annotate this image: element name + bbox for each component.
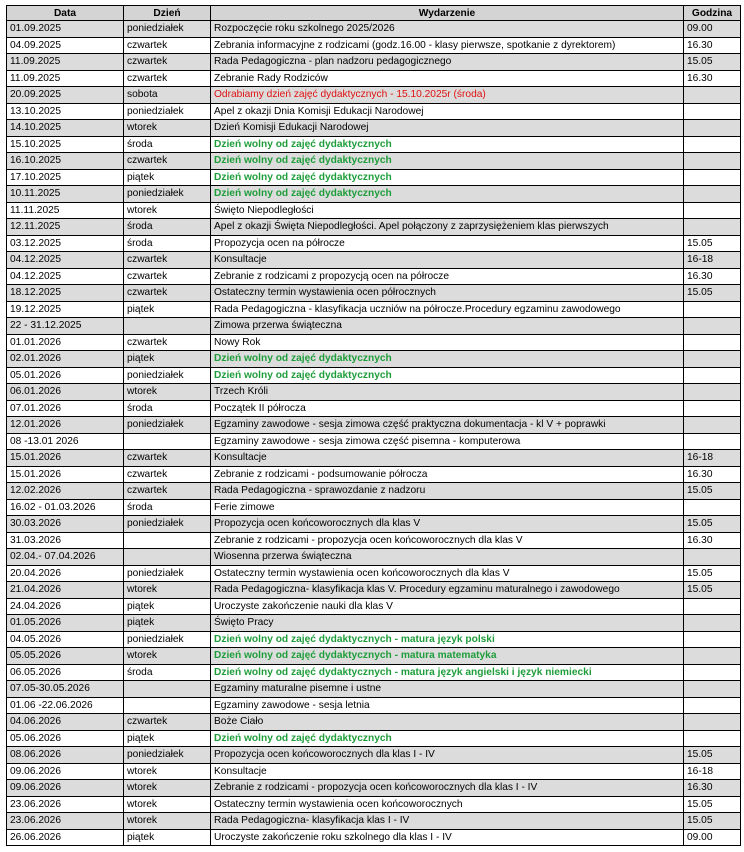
cell-date: 23.06.2026 xyxy=(7,796,124,813)
cell-event: Dzień wolny od zajęć dydaktycznych xyxy=(211,367,684,384)
cell-date: 15.10.2025 xyxy=(7,136,124,153)
cell-date: 05.06.2026 xyxy=(7,730,124,747)
cell-time xyxy=(684,103,741,120)
cell-day: środa xyxy=(124,664,211,681)
cell-date: 12.11.2025 xyxy=(7,219,124,236)
cell-day: czwartek xyxy=(124,714,211,731)
cell-time: 15.05 xyxy=(684,285,741,302)
cell-time xyxy=(684,153,741,170)
cell-date: 01.01.2026 xyxy=(7,334,124,351)
cell-event: Dzień wolny od zajęć dydaktycznych xyxy=(211,136,684,153)
cell-date: 10.11.2025 xyxy=(7,186,124,203)
table-row xyxy=(7,417,741,434)
table-row xyxy=(7,169,741,186)
cell-date: 21.04.2026 xyxy=(7,582,124,599)
table-row xyxy=(7,813,741,830)
cell-date: 16.10.2025 xyxy=(7,153,124,170)
cell-time xyxy=(684,186,741,203)
table-row xyxy=(7,400,741,417)
cell-day: piątek xyxy=(124,301,211,318)
table-row xyxy=(7,532,741,549)
cell-date: 11.09.2025 xyxy=(7,54,124,71)
cell-day: piątek xyxy=(124,351,211,368)
school-calendar-table xyxy=(6,5,741,846)
cell-event: Ostateczny termin wystawienia ocen końcoworocznych xyxy=(211,796,684,813)
calendar-sheet xyxy=(6,5,741,846)
table-row xyxy=(7,351,741,368)
cell-date: 04.12.2025 xyxy=(7,252,124,269)
cell-day: piątek xyxy=(124,169,211,186)
cell-day: poniedziałek xyxy=(124,367,211,384)
cell-time: 15.05 xyxy=(684,796,741,813)
cell-date: 19.12.2025 xyxy=(7,301,124,318)
cell-day: piątek xyxy=(124,730,211,747)
cell-event: Dzień wolny od zajęć dydaktycznych xyxy=(211,169,684,186)
cell-day: wtorek xyxy=(124,384,211,401)
table-row xyxy=(7,136,741,153)
cell-date: 04.09.2025 xyxy=(7,37,124,54)
cell-time: 15.05 xyxy=(684,813,741,830)
cell-day: środa xyxy=(124,499,211,516)
cell-time: 15.05 xyxy=(684,235,741,252)
cell-time: 09.00 xyxy=(684,829,741,846)
cell-time: 16-18 xyxy=(684,763,741,780)
table-row xyxy=(7,664,741,681)
table-row xyxy=(7,730,741,747)
cell-day: sobota xyxy=(124,87,211,104)
cell-event: Zebranie Rady Rodziców xyxy=(211,70,684,87)
table-row xyxy=(7,796,741,813)
cell-day: czwartek xyxy=(124,268,211,285)
cell-day: czwartek xyxy=(124,285,211,302)
cell-time xyxy=(684,318,741,335)
cell-event: Rozpoczęcie roku szkolnego 2025/2026 xyxy=(211,21,684,38)
column-header-time: Godzina xyxy=(684,6,741,21)
cell-date: 04.12.2025 xyxy=(7,268,124,285)
cell-day: czwartek xyxy=(124,153,211,170)
cell-event: Apel z okazji Dnia Komisji Edukacji Narodowej xyxy=(211,103,684,120)
table-row xyxy=(7,450,741,467)
table-row xyxy=(7,681,741,698)
cell-date: 12.02.2026 xyxy=(7,483,124,500)
cell-date: 15.01.2026 xyxy=(7,466,124,483)
cell-event: Rada Pedagogiczna- klasyfikacja klas V. Procedury egzaminu maturalnego i zawodowego xyxy=(211,582,684,599)
cell-day: wtorek xyxy=(124,763,211,780)
cell-day: piątek xyxy=(124,598,211,615)
table-row xyxy=(7,235,741,252)
cell-time xyxy=(684,417,741,434)
column-header-day: Dzień xyxy=(124,6,211,21)
cell-time xyxy=(684,136,741,153)
cell-time xyxy=(684,499,741,516)
table-row xyxy=(7,483,741,500)
table-row xyxy=(7,648,741,665)
table-row xyxy=(7,318,741,335)
cell-event: Dzień Komisji Edukacji Narodowej xyxy=(211,120,684,137)
cell-day: środa xyxy=(124,136,211,153)
cell-day: poniedziałek xyxy=(124,516,211,533)
cell-time: 15.05 xyxy=(684,54,741,71)
table-row xyxy=(7,252,741,269)
cell-date: 18.12.2025 xyxy=(7,285,124,302)
cell-date: 14.10.2025 xyxy=(7,120,124,137)
cell-date: 24.04.2026 xyxy=(7,598,124,615)
cell-time: 15.05 xyxy=(684,483,741,500)
cell-time xyxy=(684,648,741,665)
table-row xyxy=(7,565,741,582)
cell-event: Dzień wolny od zajęć dydaktycznych xyxy=(211,153,684,170)
cell-time xyxy=(684,549,741,566)
cell-date: 08.06.2026 xyxy=(7,747,124,764)
cell-event: Konsultacje xyxy=(211,763,684,780)
cell-time: 09.00 xyxy=(684,21,741,38)
cell-event: Propozycja ocen końcoworocznych dla klas I - IV xyxy=(211,747,684,764)
cell-event: Zebrania informacyjne z rodzicami (godz.16.00 - klasy pierwsze, spotkanie z dyrektorem) xyxy=(211,37,684,54)
cell-date: 01.06 -22.06.2026 xyxy=(7,697,124,714)
cell-event: Propozycja ocen na półrocze xyxy=(211,235,684,252)
cell-day: wtorek xyxy=(124,796,211,813)
cell-event: Ostateczny termin wystawienia ocen półrocznych xyxy=(211,285,684,302)
table-row xyxy=(7,268,741,285)
cell-event: Dzień wolny od zajęć dydaktycznych - matura język angielski i język niemiecki xyxy=(211,664,684,681)
cell-day: czwartek xyxy=(124,70,211,87)
cell-event: Zebranie z rodzicami z propozycją ocen na półrocze xyxy=(211,268,684,285)
cell-event: Boże Ciało xyxy=(211,714,684,731)
cell-date: 04.06.2026 xyxy=(7,714,124,731)
cell-event: Zebranie z rodzicami - podsumowanie półrocza xyxy=(211,466,684,483)
cell-event: Apel z okazji Święta Niepodległości. Apel połączony z zaprzysiężeniem klas pierwszych xyxy=(211,219,684,236)
cell-day xyxy=(124,532,211,549)
cell-day: czwartek xyxy=(124,252,211,269)
cell-day: czwartek xyxy=(124,450,211,467)
cell-date: 05.05.2026 xyxy=(7,648,124,665)
cell-event: Odrabiamy dzień zajęć dydaktycznych - 15.10.2025r (środa) xyxy=(211,87,684,104)
cell-time xyxy=(684,351,741,368)
cell-date: 12.01.2026 xyxy=(7,417,124,434)
cell-day: poniedziałek xyxy=(124,747,211,764)
cell-date: 11.09.2025 xyxy=(7,70,124,87)
cell-event: Propozycja ocen końcoworocznych dla klas V xyxy=(211,516,684,533)
cell-date: 01.05.2026 xyxy=(7,615,124,632)
cell-date: 13.10.2025 xyxy=(7,103,124,120)
table-row xyxy=(7,466,741,483)
cell-day xyxy=(124,433,211,450)
cell-day: poniedziałek xyxy=(124,186,211,203)
cell-event: Dzień wolny od zajęć dydaktycznych xyxy=(211,351,684,368)
cell-day: środa xyxy=(124,235,211,252)
table-row xyxy=(7,697,741,714)
cell-day: poniedziałek xyxy=(124,565,211,582)
cell-day: czwartek xyxy=(124,334,211,351)
table-row xyxy=(7,334,741,351)
cell-date: 09.06.2026 xyxy=(7,763,124,780)
cell-day: wtorek xyxy=(124,202,211,219)
table-row xyxy=(7,598,741,615)
cell-time: 15.05 xyxy=(684,516,741,533)
table-row xyxy=(7,37,741,54)
cell-event: Dzień wolny od zajęć dydaktycznych - matura matematyka xyxy=(211,648,684,665)
cell-time xyxy=(684,384,741,401)
cell-date: 20.09.2025 xyxy=(7,87,124,104)
table-row xyxy=(7,153,741,170)
table-row xyxy=(7,202,741,219)
cell-time: 16.30 xyxy=(684,268,741,285)
cell-day: środa xyxy=(124,219,211,236)
cell-event: Egzaminy zawodowe - sesja zimowa część pisemna - komputerowa xyxy=(211,433,684,450)
cell-time xyxy=(684,334,741,351)
cell-event: Ferie zimowe xyxy=(211,499,684,516)
cell-day: wtorek xyxy=(124,648,211,665)
table-row xyxy=(7,499,741,516)
cell-day xyxy=(124,318,211,335)
cell-event: Dzień wolny od zajęć dydaktycznych xyxy=(211,730,684,747)
cell-date: 22 - 31.12.2025 xyxy=(7,318,124,335)
cell-date: 09.06.2026 xyxy=(7,780,124,797)
table-row xyxy=(7,714,741,731)
cell-day: wtorek xyxy=(124,780,211,797)
cell-time: 15.05 xyxy=(684,747,741,764)
cell-date: 02.04.- 07.04.2026 xyxy=(7,549,124,566)
cell-time xyxy=(684,730,741,747)
cell-date: 20.04.2026 xyxy=(7,565,124,582)
cell-date: 01.09.2025 xyxy=(7,21,124,38)
cell-time xyxy=(684,301,741,318)
cell-date: 03.12.2025 xyxy=(7,235,124,252)
cell-day: piątek xyxy=(124,615,211,632)
table-row xyxy=(7,615,741,632)
cell-event: Rada Pedagogiczna - sprawozdanie z nadzoru xyxy=(211,483,684,500)
table-row xyxy=(7,763,741,780)
cell-time xyxy=(684,120,741,137)
table-row xyxy=(7,285,741,302)
cell-day: wtorek xyxy=(124,582,211,599)
cell-time: 16-18 xyxy=(684,450,741,467)
cell-date: 04.05.2026 xyxy=(7,631,124,648)
cell-time: 16.30 xyxy=(684,780,741,797)
cell-date: 15.01.2026 xyxy=(7,450,124,467)
cell-time xyxy=(684,87,741,104)
cell-day: czwartek xyxy=(124,37,211,54)
cell-event: Konsultacje xyxy=(211,252,684,269)
cell-event: Rada Pedagogiczna- klasyfikacja klas I - IV xyxy=(211,813,684,830)
table-header xyxy=(7,6,741,21)
cell-time xyxy=(684,400,741,417)
cell-day: poniedziałek xyxy=(124,103,211,120)
table-row xyxy=(7,747,741,764)
cell-day: poniedziałek xyxy=(124,21,211,38)
cell-time xyxy=(684,598,741,615)
cell-event: Święto Niepodległości xyxy=(211,202,684,219)
table-row xyxy=(7,829,741,846)
cell-date: 30.03.2026 xyxy=(7,516,124,533)
table-row xyxy=(7,516,741,533)
header-row xyxy=(7,6,741,21)
cell-date: 26.06.2026 xyxy=(7,829,124,846)
cell-date: 07.01.2026 xyxy=(7,400,124,417)
cell-time xyxy=(684,219,741,236)
cell-time xyxy=(684,615,741,632)
cell-time xyxy=(684,169,741,186)
cell-event: Dzień wolny od zajęć dydaktycznych - matura język polski xyxy=(211,631,684,648)
cell-date: 17.10.2025 xyxy=(7,169,124,186)
cell-event: Rada Pedagogiczna - klasyfikacja uczniów na półrocze.Procedury egzaminu zawodowego xyxy=(211,301,684,318)
cell-event: Nowy Rok xyxy=(211,334,684,351)
table-row xyxy=(7,384,741,401)
cell-event: Święto Pracy xyxy=(211,615,684,632)
cell-event: Egzaminy zawodowe - sesja zimowa część praktyczna dokumentacja - kl V + poprawki xyxy=(211,417,684,434)
cell-time xyxy=(684,664,741,681)
cell-event: Egzaminy zawodowe - sesja letnia xyxy=(211,697,684,714)
cell-date: 23.06.2026 xyxy=(7,813,124,830)
table-row xyxy=(7,87,741,104)
cell-day: czwartek xyxy=(124,54,211,71)
cell-date: 06.01.2026 xyxy=(7,384,124,401)
cell-time xyxy=(684,202,741,219)
cell-time: 16.30 xyxy=(684,466,741,483)
table-row xyxy=(7,103,741,120)
cell-event: Dzień wolny od zajęć dydaktycznych xyxy=(211,186,684,203)
cell-event: Egzaminy maturalne pisemne i ustne xyxy=(211,681,684,698)
cell-date: 07.05-30.05.2026 xyxy=(7,681,124,698)
cell-time xyxy=(684,681,741,698)
cell-day xyxy=(124,549,211,566)
cell-time: 16.30 xyxy=(684,37,741,54)
cell-time xyxy=(684,433,741,450)
cell-date: 02.01.2026 xyxy=(7,351,124,368)
cell-event: Trzech Króli xyxy=(211,384,684,401)
table-row xyxy=(7,301,741,318)
cell-date: 16.02 - 01.03.2026 xyxy=(7,499,124,516)
cell-event: Uroczyste zakończenie nauki dla klas V xyxy=(211,598,684,615)
table-row xyxy=(7,549,741,566)
table-row xyxy=(7,631,741,648)
cell-event: Zebranie z rodzicami - propozycja ocen końcoworocznych dla klas I - IV xyxy=(211,780,684,797)
cell-day xyxy=(124,697,211,714)
cell-time: 15.05 xyxy=(684,582,741,599)
cell-event: Ostateczny termin wystawienia ocen końcoworocznych dla klas V xyxy=(211,565,684,582)
table-row xyxy=(7,582,741,599)
table-row xyxy=(7,70,741,87)
cell-time: 15.05 xyxy=(684,565,741,582)
cell-date: 31.03.2026 xyxy=(7,532,124,549)
cell-time xyxy=(684,367,741,384)
cell-day: czwartek xyxy=(124,483,211,500)
cell-day: wtorek xyxy=(124,120,211,137)
table-body xyxy=(7,21,741,846)
cell-day: wtorek xyxy=(124,813,211,830)
table-row xyxy=(7,186,741,203)
cell-event: Zebranie z rodzicami - propozycja ocen końcoworocznych dla klas V xyxy=(211,532,684,549)
table-row xyxy=(7,433,741,450)
cell-day: poniedziałek xyxy=(124,417,211,434)
cell-time: 16.30 xyxy=(684,70,741,87)
cell-time xyxy=(684,631,741,648)
cell-date: 11.11.2025 xyxy=(7,202,124,219)
table-row xyxy=(7,54,741,71)
cell-event: Uroczyste zakończenie roku szkolnego dla klas I - IV xyxy=(211,829,684,846)
table-row xyxy=(7,219,741,236)
cell-day: poniedziałek xyxy=(124,631,211,648)
column-header-date: Data xyxy=(7,6,124,21)
cell-date: 08 -13.01 2026 xyxy=(7,433,124,450)
cell-day xyxy=(124,681,211,698)
cell-day: piątek xyxy=(124,829,211,846)
cell-event: Rada Pedagogiczna - plan nadzoru pedagogicznego xyxy=(211,54,684,71)
cell-date: 05.01.2026 xyxy=(7,367,124,384)
table-row xyxy=(7,21,741,38)
cell-day: środa xyxy=(124,400,211,417)
cell-event: Początek II półrocza xyxy=(211,400,684,417)
cell-event: Konsultacje xyxy=(211,450,684,467)
table-row xyxy=(7,780,741,797)
cell-time xyxy=(684,714,741,731)
table-row xyxy=(7,367,741,384)
cell-day: czwartek xyxy=(124,466,211,483)
column-header-event: Wydarzenie xyxy=(211,6,684,21)
cell-time: 16-18 xyxy=(684,252,741,269)
cell-event: Wiosenna przerwa świąteczna xyxy=(211,549,684,566)
cell-time xyxy=(684,697,741,714)
cell-time: 16.30 xyxy=(684,532,741,549)
table-row xyxy=(7,120,741,137)
cell-event: Zimowa przerwa świąteczna xyxy=(211,318,684,335)
cell-date: 06.05.2026 xyxy=(7,664,124,681)
